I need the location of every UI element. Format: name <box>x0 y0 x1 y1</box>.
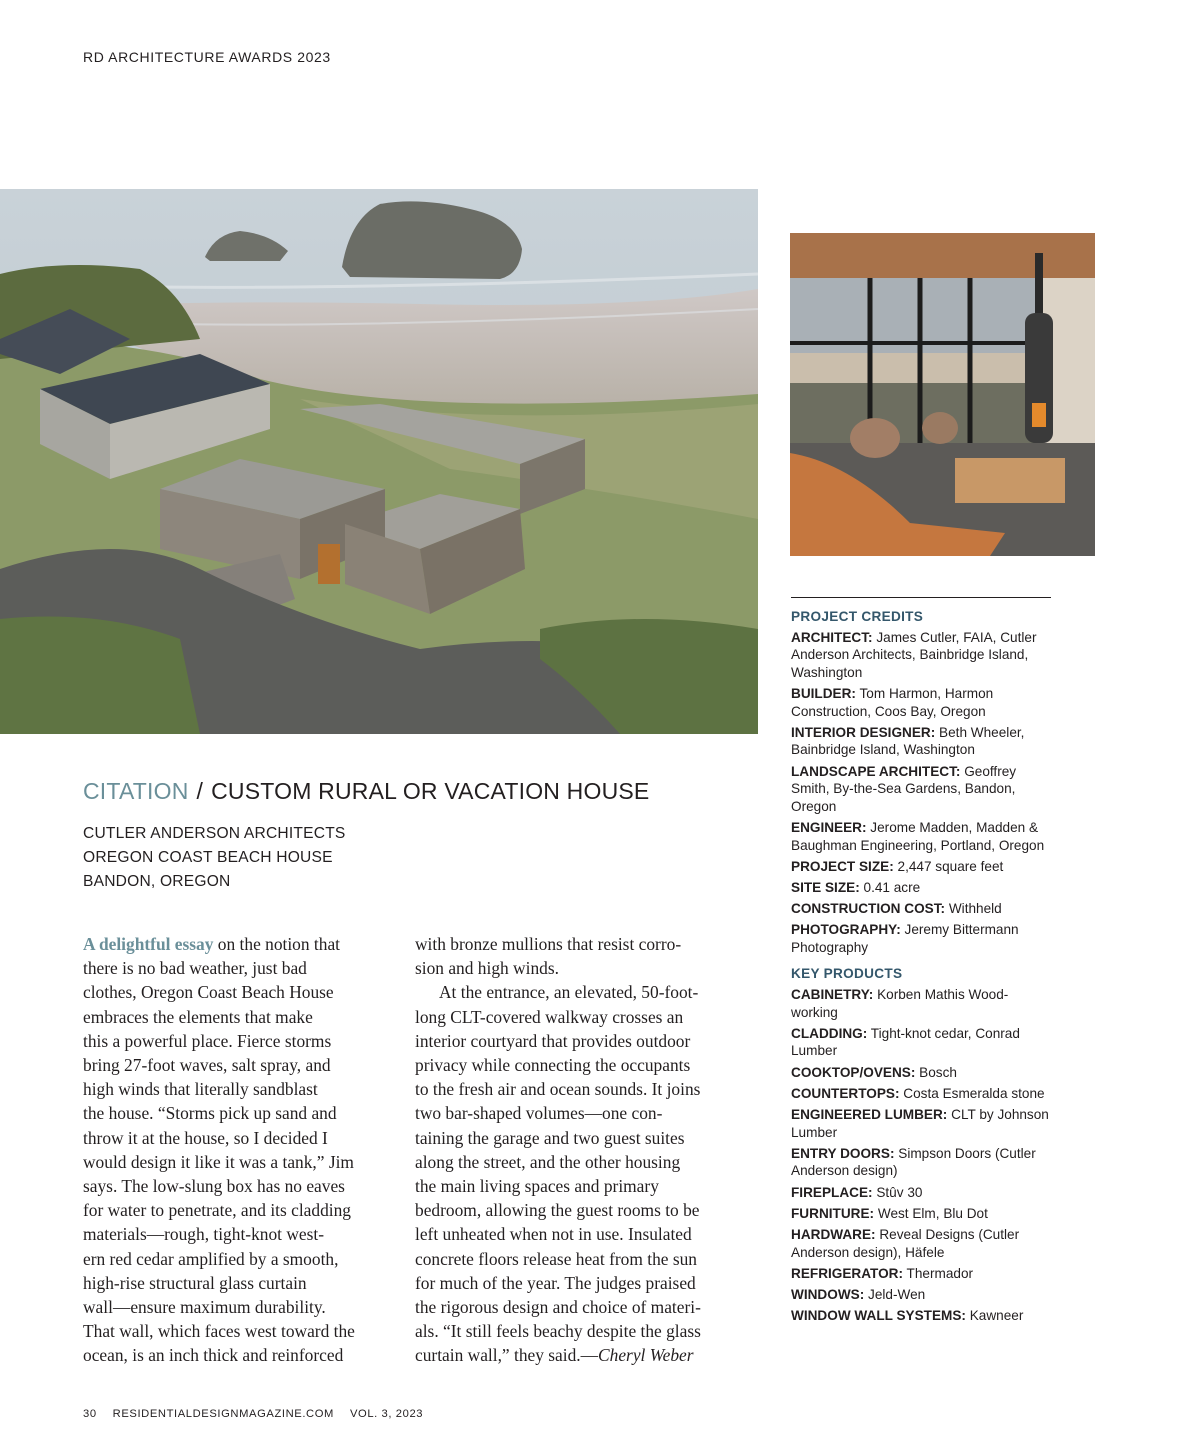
credit-label: PROJECT SIZE: <box>791 858 894 874</box>
article-line: clothes, Oregon Coast Beach House <box>83 982 334 1003</box>
article-line: left unheated when not in use. Insulated <box>415 1224 692 1245</box>
article-line: would design it like it was a tank,” Jim <box>83 1151 354 1172</box>
article-line: long CLT-covered walkway crosses an <box>415 1006 684 1027</box>
article-line: to the fresh air and ocean sounds. It joins <box>415 1079 701 1100</box>
article-line: materials—rough, tight-knot west- <box>83 1224 325 1245</box>
product-entry <box>791 1265 1051 1283</box>
article-line: this a powerful place. Fierce storms <box>83 1030 332 1051</box>
product-value: Costa Esmeralda stone <box>899 1085 1045 1101</box>
article-line: on the notion that <box>213 934 341 954</box>
issue-info: VOL. 3, 2023 <box>349 1408 424 1420</box>
product-value: Thermador <box>903 1265 974 1281</box>
interior-photo-living-room <box>790 233 1095 556</box>
credit-value: 0.41 acre <box>859 879 921 895</box>
product-label: COOKTOP/OVENS: <box>791 1064 916 1080</box>
credit-value: Geoffrey Smith, By-the-Sea Gardens, Bandon, Oregon <box>791 763 1017 814</box>
credit-label: PHOTOGRAPHY: <box>791 922 901 938</box>
credit-label: SITE SIZE: <box>791 879 860 895</box>
article-author: Cheryl Weber <box>598 1345 694 1366</box>
product-label: COUNTERTOPS: <box>791 1085 900 1101</box>
article-line: throw it at the house, so I decided I <box>83 1127 328 1148</box>
article-line: the rigorous design and choice of materi- <box>415 1297 701 1318</box>
credit-entry <box>791 879 1051 897</box>
hero-photo-beach-house-aerial <box>0 189 758 734</box>
article-paragraph-1-continued <box>415 932 723 980</box>
magazine-url: RESIDENTIALDESIGNMAGAZINE.COM <box>112 1408 334 1420</box>
credit-label: BUILDER: <box>791 685 856 701</box>
article-line: bedroom, allowing the guest rooms to be <box>415 1200 700 1221</box>
article-line: interior courtyard that provides outdoor <box>415 1030 691 1051</box>
article-line: with bronze mullions that resist corro- <box>415 934 682 954</box>
product-entry <box>791 1205 1051 1223</box>
article-line: the house. “Storms pick up sand and <box>83 1103 337 1124</box>
folio <box>83 1408 439 1420</box>
project-credits-heading: PROJECT CREDITS <box>791 609 924 624</box>
article-line: bring 27-foot waves, salt spray, and <box>83 1055 331 1076</box>
credit-entry <box>791 819 1051 854</box>
article-line: ern red cedar amplified by a smooth, <box>83 1248 339 1269</box>
credit-value: Tom Harmon, Harmon Construction, Coos Bay, Oregon <box>791 685 994 719</box>
credit-entry <box>791 629 1051 682</box>
article-line: for much of the year. The judges praised <box>415 1272 696 1293</box>
product-entry <box>791 1145 1051 1180</box>
running-head: RD ARCHITECTURE AWARDS 2023 <box>83 49 331 65</box>
product-value: Simpson Doors (Cutler Anderson design) <box>791 1145 1036 1179</box>
article-line: That wall, which faces west toward the <box>83 1321 355 1342</box>
credit-label: LANDSCAPE ARCHITECT: <box>791 763 961 779</box>
product-value: Bosch <box>915 1064 957 1080</box>
credit-label: ARCHITECT: <box>791 629 873 645</box>
byline-firm: CUTLER ANDERSON ARCHITECTS <box>83 825 346 842</box>
credit-entry <box>791 900 1051 918</box>
byline-location: BANDON, OREGON <box>83 873 231 890</box>
byline <box>83 822 346 894</box>
product-entry <box>791 1106 1051 1141</box>
product-label: WINDOW WALL SYSTEMS: <box>791 1308 966 1324</box>
product-label: HARDWARE: <box>791 1226 876 1242</box>
product-entry <box>791 1064 1051 1082</box>
article-line: high-rise structural glass curtain <box>83 1272 307 1293</box>
product-entry <box>791 1085 1051 1103</box>
product-value: Kawneer <box>965 1308 1024 1324</box>
article-line: sion and high winds. <box>415 958 559 979</box>
credit-value: 2,447 square feet <box>893 858 1004 874</box>
product-entry <box>791 1307 1051 1325</box>
credit-entry <box>791 921 1051 956</box>
product-entry <box>791 986 1051 1021</box>
article-line: says. The low-slung box has no eaves <box>83 1176 345 1197</box>
product-label: REFRIGERATOR: <box>791 1265 904 1281</box>
article-line: two bar-shaped volumes—one con- <box>415 1103 663 1124</box>
article-paragraph-1 <box>83 932 389 1368</box>
product-label: WINDOWS: <box>791 1286 865 1302</box>
product-value: Jeld-Wen <box>864 1286 926 1302</box>
article-line: the main living spaces and primary <box>415 1176 659 1197</box>
product-label: FURNITURE: <box>791 1205 875 1221</box>
product-label: CLADDING: <box>791 1025 868 1041</box>
key-products-heading: KEY PRODUCTS <box>791 966 903 982</box>
credit-value: James Cutler, FAIA, Cutler Anderson Architects, Bainbridge Island, Washington <box>791 629 1037 680</box>
citation-category: CUSTOM RURAL OR VACATION HOUSE <box>211 778 650 804</box>
project-credits-sidebar <box>791 597 1051 1328</box>
article-line: curtain wall,” they said.— <box>415 1345 599 1366</box>
article-line: there is no bad weather, just bad <box>83 958 307 979</box>
credit-value: Jerome Madden, Madden & Baughman Engineering, Portland, Oregon <box>791 819 1045 853</box>
product-entry <box>791 1025 1051 1060</box>
article-line: along the street, and the other housing <box>415 1151 681 1172</box>
product-value: Tight-knot cedar, Conrad Lumber <box>791 1025 1020 1059</box>
article-line: concrete floors release heat from the sun <box>415 1248 697 1269</box>
article-paragraph-2 <box>415 980 723 1367</box>
product-value: Korben Mathis Wood-working <box>791 987 1009 1020</box>
product-label: ENTRY DOORS: <box>791 1145 895 1161</box>
credit-value: Withheld <box>945 901 1002 917</box>
byline-project: OREGON COAST BEACH HOUSE <box>83 849 333 866</box>
product-value: Reveal Designs (Cutler Anderson design), Häfele <box>791 1226 1020 1260</box>
product-label: ENGINEERED LUMBER: <box>791 1106 948 1122</box>
product-value: CLT by Johnson Lumber <box>791 1106 1049 1140</box>
article-column-2 <box>415 932 723 1368</box>
credit-value: Beth Wheeler, Bainbridge Island, Washington <box>791 724 1025 758</box>
product-value: West Elm, Blu Dot <box>874 1205 988 1221</box>
article-line: ocean, is an inch thick and reinforced <box>83 1345 344 1366</box>
credit-value: Jeremy Bittermann Photography <box>791 922 1019 955</box>
credit-label: CONSTRUCTION COST: <box>791 901 946 917</box>
credit-label: INTERIOR DESIGNER: <box>791 724 936 740</box>
product-entry <box>791 1286 1051 1304</box>
citation-heading <box>83 778 649 805</box>
credit-entry <box>791 685 1051 720</box>
article-line: embraces the elements that make <box>83 1006 313 1027</box>
project-credits-list <box>791 629 1051 957</box>
citation-label: CITATION <box>83 778 189 804</box>
page-number: 30 <box>83 1408 97 1420</box>
product-value: Stûv 30 <box>872 1184 923 1200</box>
article-lede: A delightful essay <box>83 934 214 954</box>
article-line: privacy while connecting the occupants <box>415 1055 691 1076</box>
article-line: taining the garage and two guest suites <box>415 1127 685 1148</box>
credit-label: ENGINEER: <box>791 819 867 835</box>
product-label: FIREPLACE: <box>791 1184 873 1200</box>
article-line: als. “It still feels beachy despite the glass <box>415 1321 701 1342</box>
article-line: wall—ensure maximum durability. <box>83 1297 326 1318</box>
product-label: CABINETRY: <box>791 987 874 1003</box>
article-line: for water to penetrate, and its cladding <box>83 1200 352 1221</box>
product-entry <box>791 1226 1051 1261</box>
credit-entry <box>791 724 1051 759</box>
article-line: At the entrance, an elevated, 50-foot- <box>439 982 699 1003</box>
key-products-list <box>791 986 1051 1325</box>
product-entry <box>791 1184 1051 1202</box>
credit-entry <box>791 763 1051 816</box>
citation-separator: / <box>196 778 204 804</box>
article-column-1 <box>83 932 389 1368</box>
credit-entry <box>791 858 1051 876</box>
article-line: high winds that literally sandblast <box>83 1079 318 1100</box>
